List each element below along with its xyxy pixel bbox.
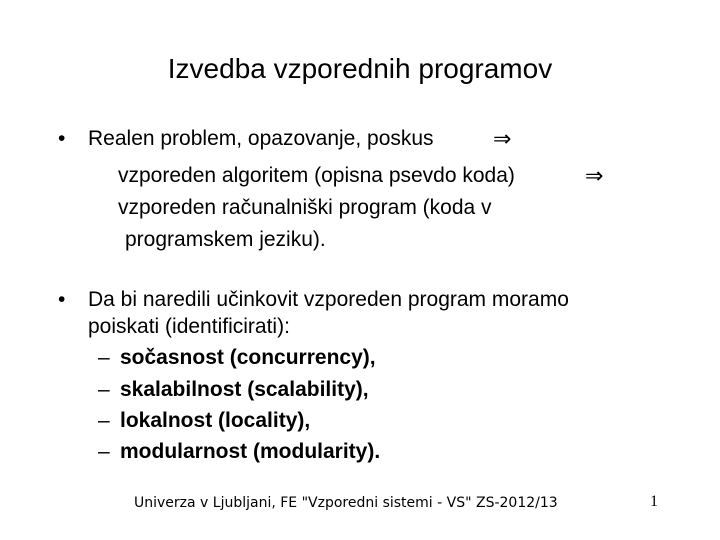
sub-dash-4: –	[98, 440, 110, 463]
slide-footer: Univerza v Ljubljani, FE "Vzporedni sistemi - VS" ZS-2012/13	[134, 495, 558, 511]
bullet2-line1: Da bi naredili učinkovit vzporeden program moramo	[88, 288, 569, 311]
sub-item-3: lokalnost (locality),	[120, 409, 311, 432]
page-number: 1	[650, 493, 658, 510]
sub-dash-1: –	[98, 346, 110, 369]
bullet1-line4: programskem jeziku).	[125, 228, 326, 251]
sub-item-2: skalabilnost (scalability),	[120, 378, 369, 401]
implies-arrow-icon: ⇒	[493, 126, 512, 151]
sub-item-4: modularnost (modularity).	[120, 440, 381, 463]
sub-dash-3: –	[98, 409, 110, 432]
bullet2-line2: poiskati (identificirati):	[88, 315, 290, 338]
bullet-marker-2: •	[58, 288, 66, 311]
implies-arrow-icon: ⇒	[585, 163, 604, 188]
slide-title: Izvedba vzporednih programov	[167, 53, 553, 84]
bullet1-line1: Realen problem, opazovanje, poskus	[88, 127, 434, 150]
bullet1-line3: vzporeden računalniški program (koda v	[118, 196, 492, 219]
sub-dash-2: –	[98, 378, 110, 401]
sub-item-1: sočasnost (concurrency),	[120, 346, 376, 369]
bullet-marker-1: •	[58, 127, 66, 150]
bullet1-line2: vzporeden algoritem (opisna psevdo koda)	[118, 164, 515, 187]
